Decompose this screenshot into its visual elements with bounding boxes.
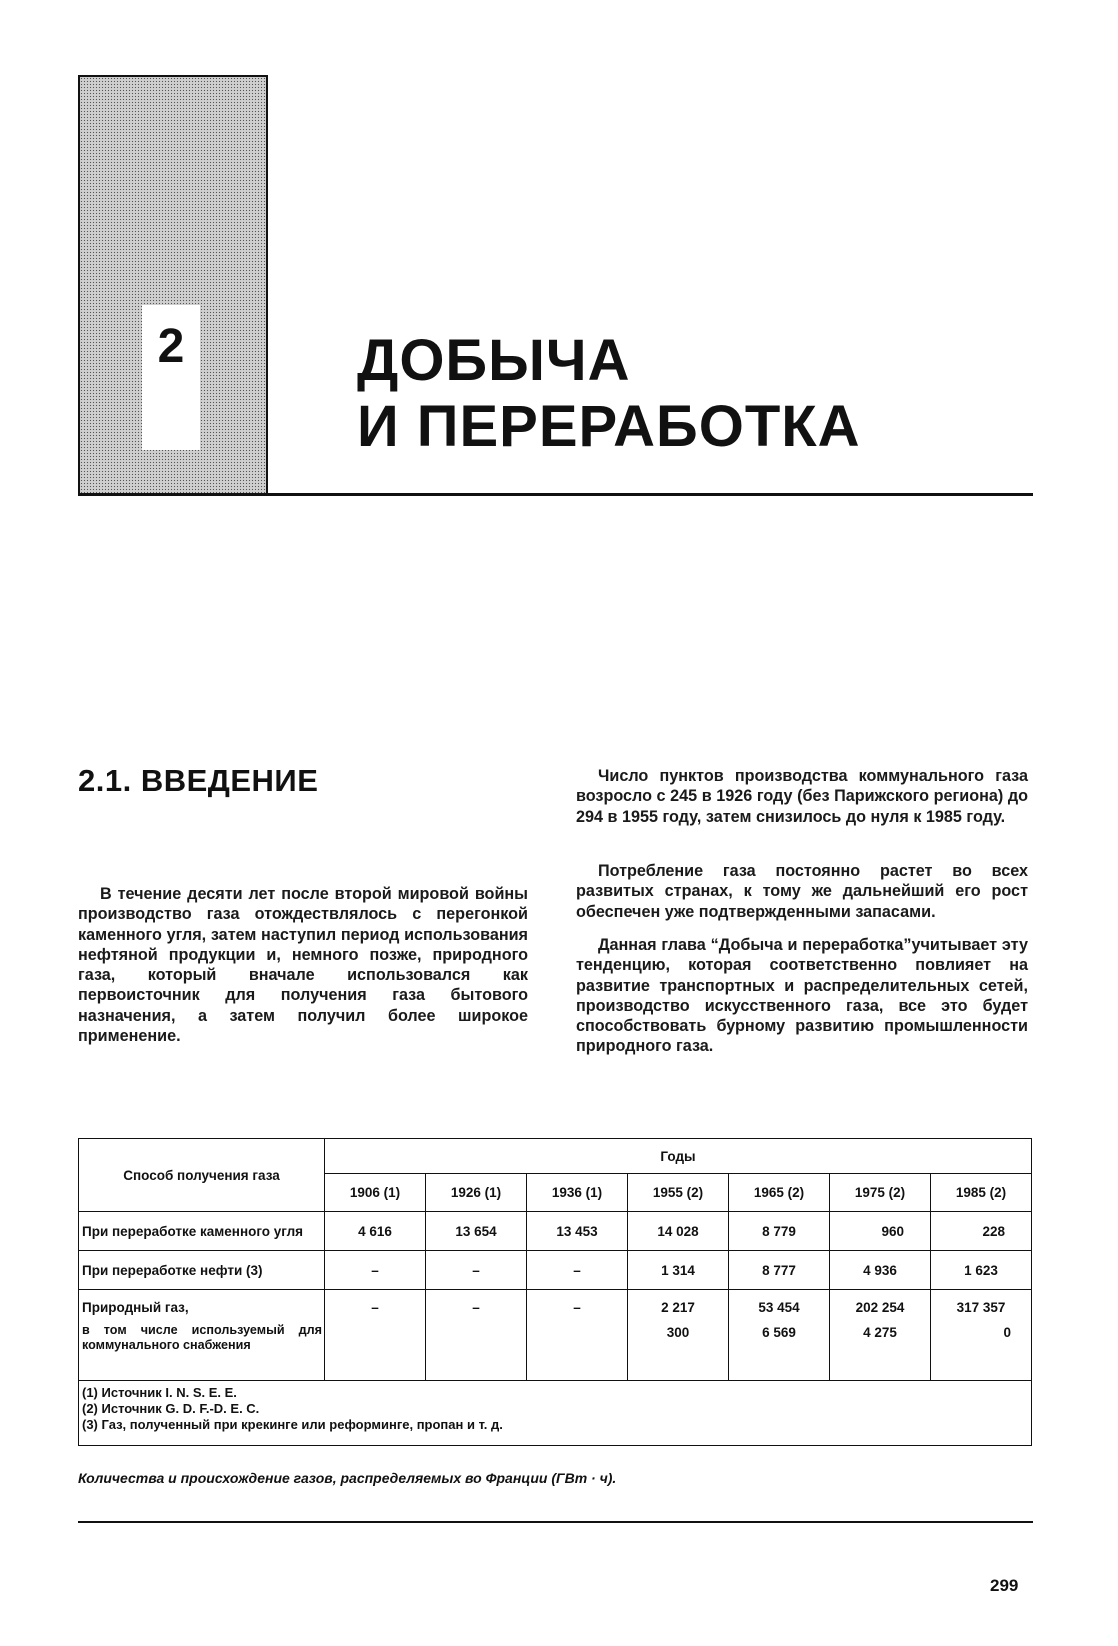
table-cell: 14 028 <box>628 1212 729 1251</box>
table-cell <box>527 1290 628 1381</box>
table-cell: 13 453 <box>527 1212 628 1251</box>
table-cell: 4 616 <box>325 1212 426 1251</box>
table-notes-row <box>79 1381 1032 1446</box>
paragraph-left <box>78 884 528 1046</box>
table-row-oil <box>79 1251 1032 1290</box>
section-heading: 2.1. ВВЕДЕНИЕ <box>78 763 319 798</box>
table-cell: – <box>527 1251 628 1290</box>
paragraph-right-3-text: Данная глава “Добыча и переработка”учитывает эту тенденцию, которая соответственно повлияет на развитие транспортных и распределительных сетей, производство искусственного газа, все это будет способствовать бурному развитию промышленности природного газа. <box>576 936 1028 1056</box>
year-header: 1985 (2) <box>931 1174 1032 1212</box>
row-name-sub: в том числе используемый для коммунального снабжения <box>82 1323 322 1352</box>
table-row-natural-gas <box>79 1290 1032 1381</box>
table-cell <box>830 1290 931 1381</box>
years-header: Годы <box>325 1139 1032 1174</box>
row-name: При переработке каменного угля <box>79 1212 325 1251</box>
paragraph-right-1-text: Число пунктов производства коммунального газа возросло с 245 в 1926 году (без Парижского региона) до 294 в 1955 году, затем снизилось до нуля к 1985 году. <box>576 767 1028 826</box>
chapter-title-line1: ДОБЫЧА <box>357 328 631 393</box>
paragraph-right-3 <box>576 935 1028 1057</box>
chapter-number-panel <box>142 305 200 450</box>
paragraph-left-text: В течение десяти лет после второй мировой войны производство газа отождествлялось с перегонкой каменного угля, затем наступил период использования нефтяной продукции и, немного позже, природного газа, который вначале использовался как первоисточник для получения газа бытового назначения, а затем получил более широкое применение. <box>78 885 528 1046</box>
table-cell: – <box>426 1251 527 1290</box>
year-header: 1936 (1) <box>527 1174 628 1212</box>
year-header: 1975 (2) <box>830 1174 931 1212</box>
table-cell <box>931 1290 1032 1381</box>
row-name <box>79 1290 325 1381</box>
table-cell: 13 654 <box>426 1212 527 1251</box>
chapter-title-line2: И ПЕРЕРАБОТКА <box>357 394 861 459</box>
chapter-number: 2 <box>157 320 185 373</box>
table-cell: 1 314 <box>628 1251 729 1290</box>
year-header: 1926 (1) <box>426 1174 527 1212</box>
row-name-main: Природный газ, <box>82 1300 189 1315</box>
paragraph-right-2 <box>576 861 1028 922</box>
method-header: Способ получения газа <box>79 1139 325 1212</box>
chapter-number-box <box>78 75 268 495</box>
gas-production-table <box>78 1138 1032 1446</box>
row-name: При переработке нефти (3) <box>79 1251 325 1290</box>
table-cell <box>426 1290 527 1381</box>
year-header: 1965 (2) <box>729 1174 830 1212</box>
table-cell: 8 779 <box>729 1212 830 1251</box>
table-cell: – <box>325 1251 426 1290</box>
table-cell: 1 623 <box>931 1251 1032 1290</box>
table-note: (1) Источник I. N. S. E. E. <box>82 1385 237 1400</box>
table-row-coal <box>79 1212 1032 1251</box>
table-cell <box>729 1290 830 1381</box>
cell-value: – <box>472 1300 480 1315</box>
cell-sub-value: 6 569 <box>762 1325 796 1340</box>
chapter-title <box>357 328 861 460</box>
table-cell: 4 936 <box>830 1251 931 1290</box>
cell-sub-value: 0 <box>1003 1325 1011 1340</box>
chapter-rule <box>78 493 1033 496</box>
table-caption: Количества и происхождение газов, распределяемых во Франции (ГВт · ч). <box>78 1470 617 1486</box>
table-notes <box>79 1381 1032 1446</box>
table-cell <box>325 1290 426 1381</box>
cell-value: 202 254 <box>855 1300 905 1315</box>
cell-sub-value: 300 <box>666 1325 690 1340</box>
page-number: 299 <box>990 1576 1019 1595</box>
cell-sub-value: 4 275 <box>863 1325 897 1340</box>
table-cell <box>628 1290 729 1381</box>
table-cell: 960 <box>830 1212 931 1251</box>
table-note: (2) Источник G. D. F.-D. E. C. <box>82 1401 260 1416</box>
year-header: 1955 (2) <box>628 1174 729 1212</box>
table-note: (3) Газ, полученный при крекинге или реформинге, пропан и т. д. <box>82 1417 503 1432</box>
footer-rule <box>78 1521 1033 1523</box>
table-cell: 8 777 <box>729 1251 830 1290</box>
year-header: 1906 (1) <box>325 1174 426 1212</box>
cell-value: 53 454 <box>758 1300 800 1315</box>
table-header-row <box>79 1139 1032 1174</box>
cell-value: 317 357 <box>956 1300 1006 1315</box>
cell-value: 2 217 <box>661 1300 695 1315</box>
cell-value: – <box>371 1300 379 1315</box>
cell-value: – <box>573 1300 581 1315</box>
paragraph-right-1 <box>576 766 1028 827</box>
paragraph-right-2-text: Потребление газа постоянно растет во всех развитых странах, к тому же дальнейший его рост обеспечен уже подтвержденными запасами. <box>576 862 1028 921</box>
table-cell: 228 <box>931 1212 1032 1251</box>
